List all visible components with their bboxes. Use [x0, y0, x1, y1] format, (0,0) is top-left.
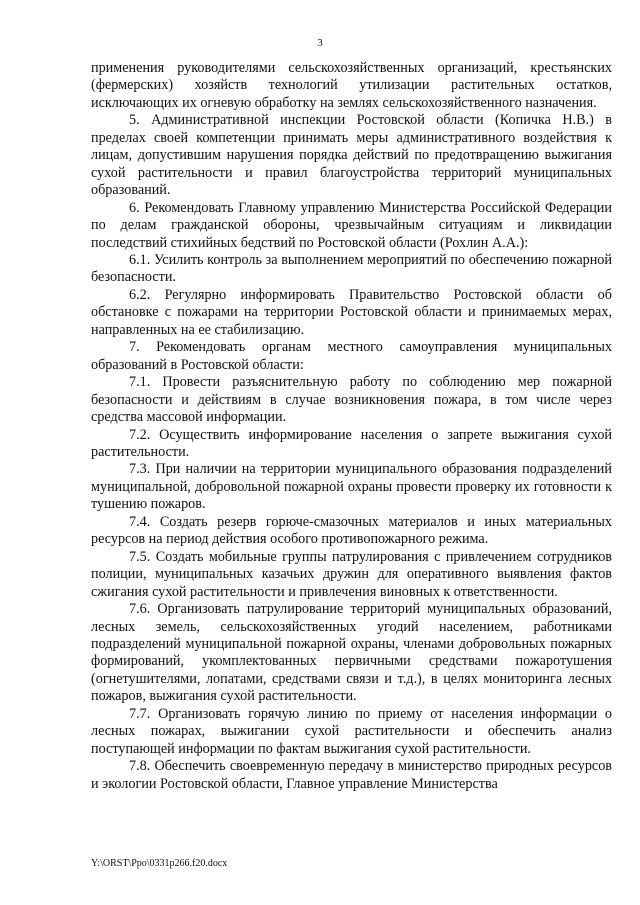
paragraph-7-local-authorities: 7. Рекомендовать органам местного самоуправления муниципальных образований в Ростовской области:	[91, 339, 612, 373]
paragraph-continuation: применения руководителями сельскохозяйственных организаций, крестьянских (фермерских) хозяйств технологий утилизации растительных остатков, исключающих их огневую обработку на землях сельскохозяйственного назначения.	[91, 60, 612, 111]
paragraph-5-administrative-inspection: 5. Административной инспекции Ростовской области (Копичка Н.В.) в пределах своей компетенции принимать меры административного воздействия к лицам, допустившим нарушения порядка действий по предотвращению выжигания сухой растительности и правил благоустройства территорий муниципальных образований.	[91, 112, 612, 199]
paragraph-7-1: 7.1. Провести разъяснительную работу по соблюдению мер пожарной безопасности и действиям в случае возникновения пожара, в том числе через средства массовой информации.	[91, 374, 612, 426]
paragraph-6-1: 6.1. Усилить контроль за выполнением мероприятий по обеспечению пожарной безопасности.	[91, 251, 612, 286]
paragraph-7-8: 7.8. Обеспечить своевременную передачу в министерство природных ресурсов и экологии Ростовской области, Главное управление Министерства	[91, 758, 612, 792]
paragraph-7-3: 7.3. При наличии на территории муниципального образования подразделений муниципальной, добровольной пожарной охраны провести проверку их готовности к тушению пожаров.	[91, 461, 612, 513]
footer-file-path: Y:\ORST\Ppo\0331p266.f20.docx	[91, 858, 228, 869]
paragraph-7-5: 7.5. Создать мобильные группы патрулирования с привлечением сотрудников полиции, муниципальных казачьих дружин для оперативного выявления фактов сжигания сухой растительности и привлечения виновных к ответственности.	[91, 548, 612, 600]
paragraph-6-2: 6.2. Регулярно информировать Правительство Ростовской области об обстановке с пожарами на территории Ростовской области и принимаемых мерах, направленных на ее стабилизацию.	[91, 286, 612, 338]
paragraph-6-emergency-ministry: 6. Рекомендовать Главному управлению Министерства Российской Федерации по делам гражданской обороны, чрезвычайным ситуациям и ликвидации последствий стихийных бедствий по Ростовской области (Рохлин А.А.):	[91, 199, 612, 251]
paragraph-7-7: 7.7. Организовать горячую линию по приему от населения информации о лесных пожарах, выжигании сухой растительности и обеспечить анализ поступающей информации по фактам выжигания сухой растительности.	[91, 705, 612, 757]
paragraph-7-2: 7.2. Осуществить информирование населения о запрете выжигания сухой растительности.	[91, 426, 612, 460]
paragraph-7-4: 7.4. Создать резерв горюче-смазочных материалов и иных материальных ресурсов на период действия особого противопожарного режима.	[91, 513, 612, 548]
document-body	[91, 60, 612, 793]
paragraph-7-6: 7.6. Организовать патрулирование территорий муниципальных образований, лесных земель, сельскохозяйственных угодий населением, работниками подразделений муниципальной пожарной охраны, членами добровольных пожарных формирований, укомплектованных первичными средствами пожаротушения (огнетушителями, лопатами, средствами связи и т.д.), в целях мониторинга лесных пожаров, выжигания сухой растительности.	[91, 601, 612, 705]
page-number: 3	[317, 37, 323, 49]
